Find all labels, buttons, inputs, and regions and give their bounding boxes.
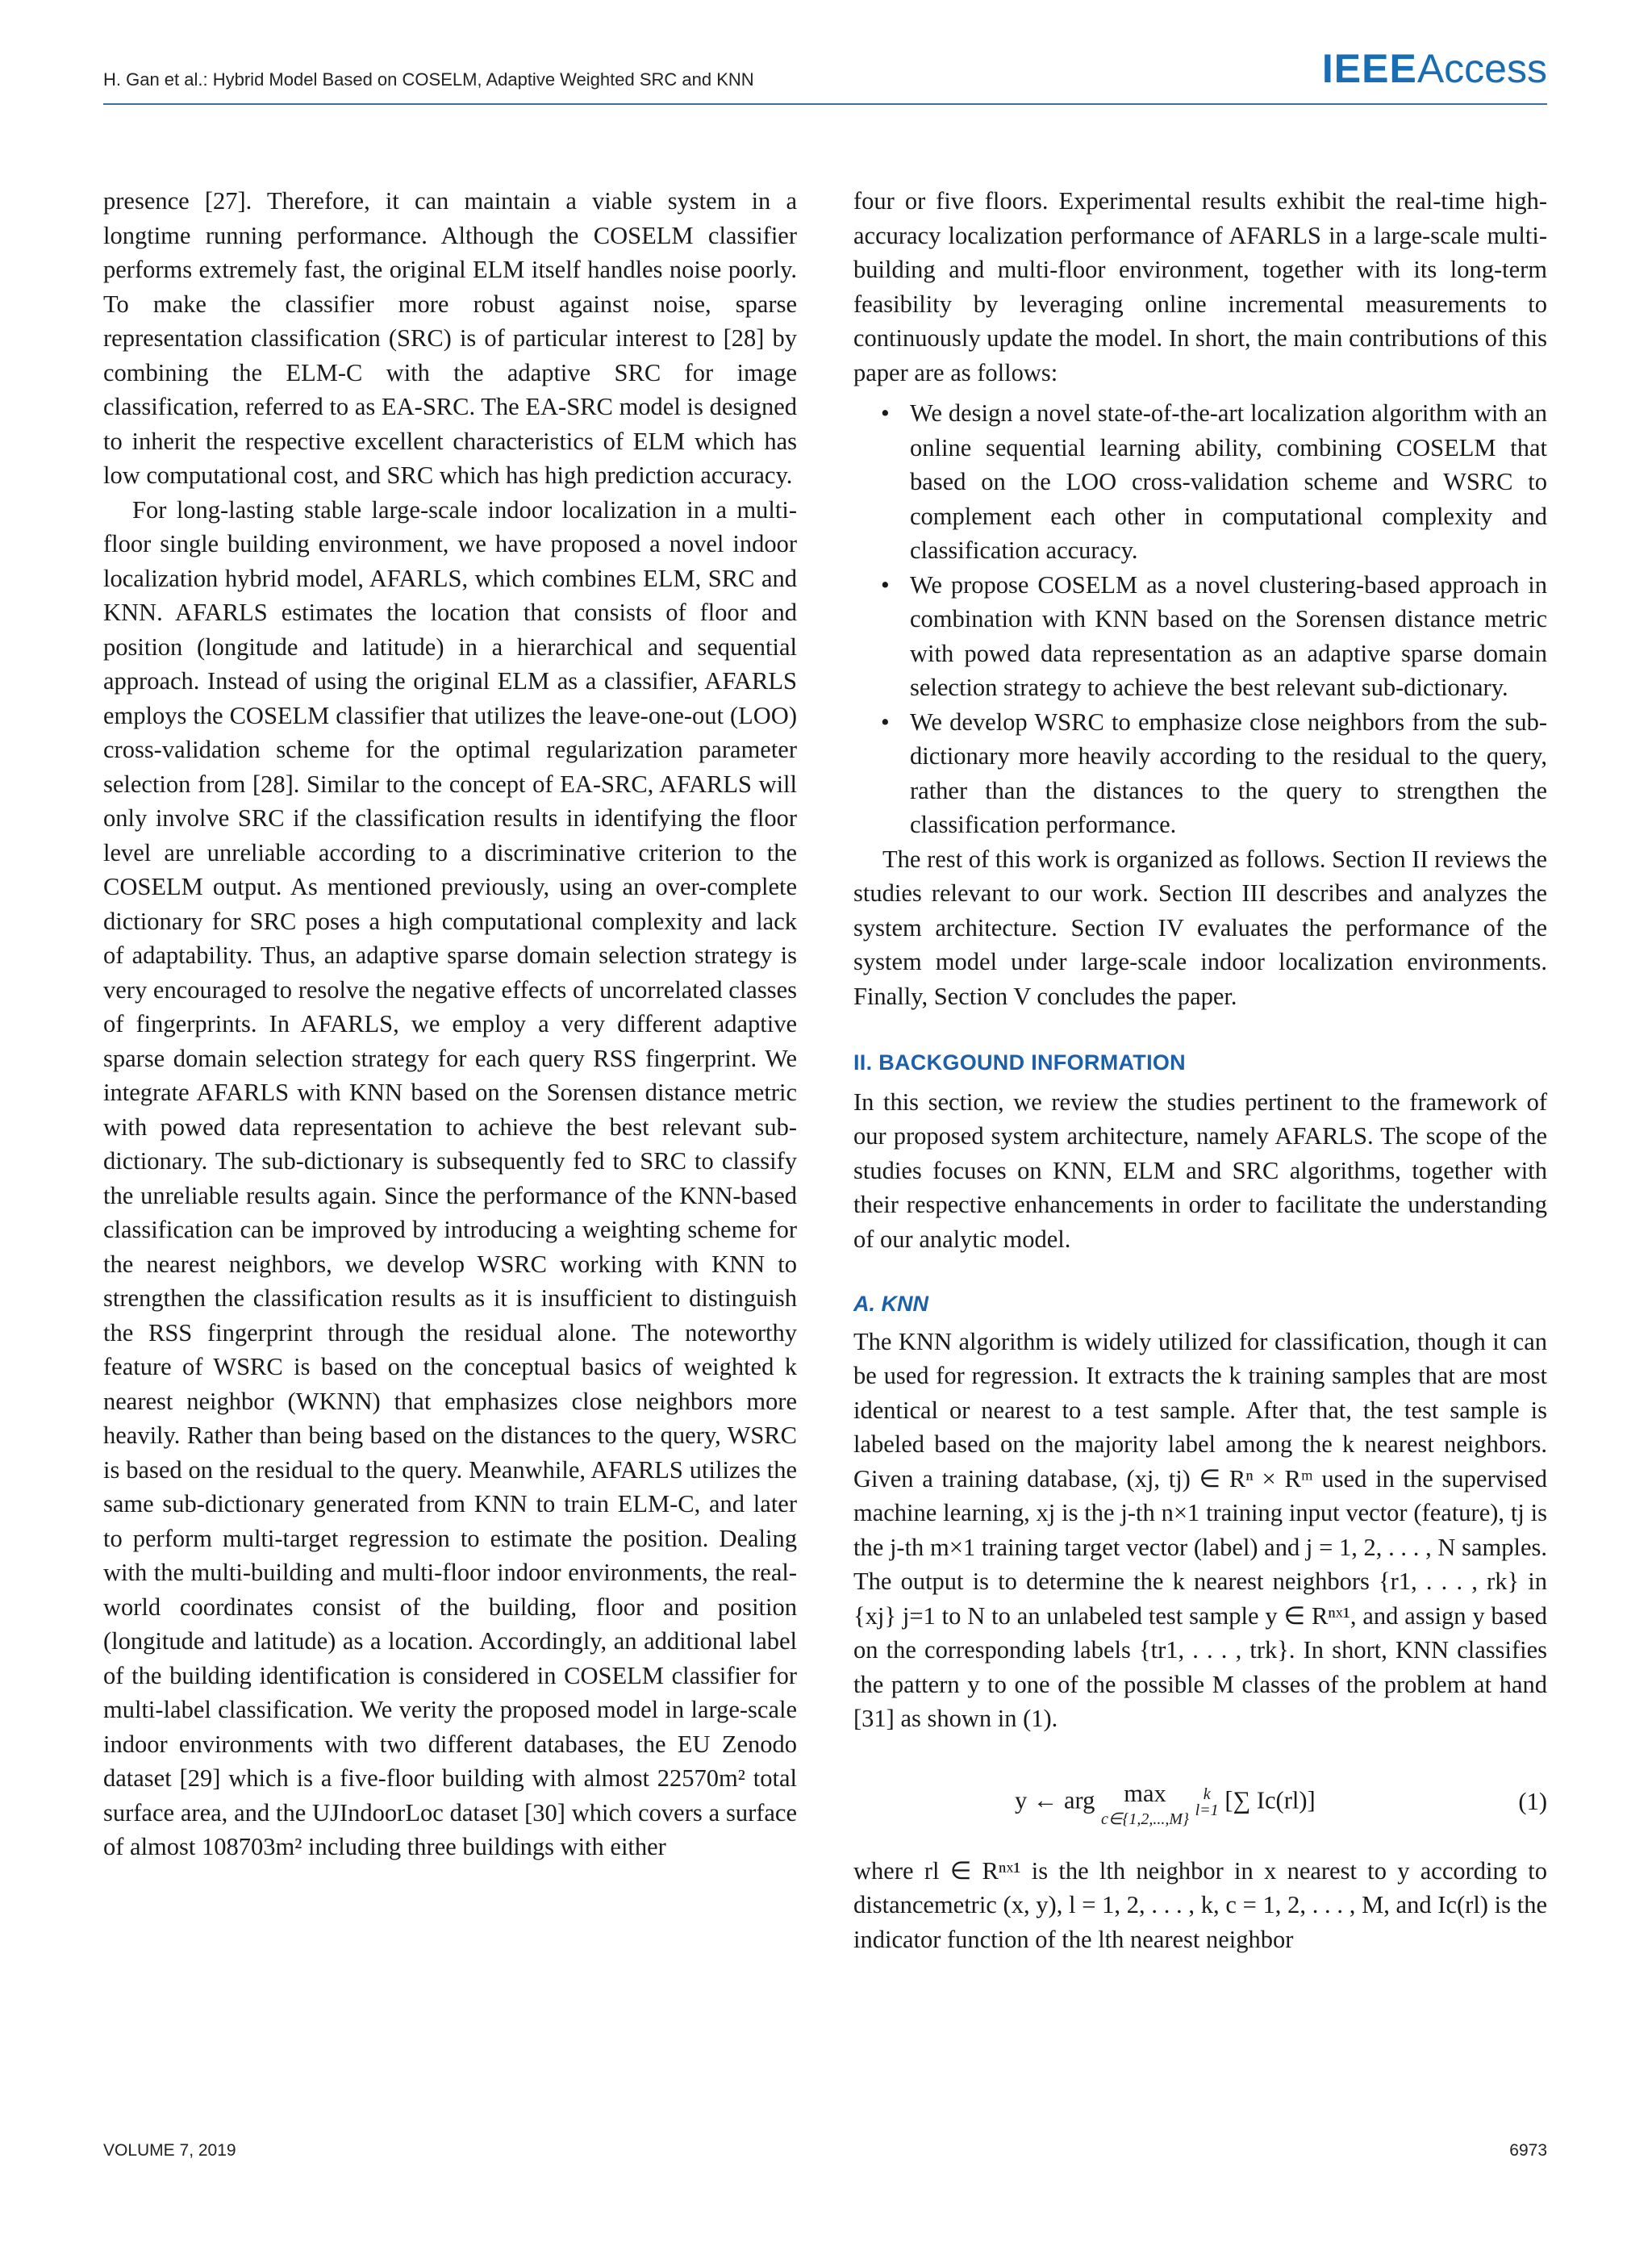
right-paragraph-1: four or five floors. Experimental results exhibit the real-time high-accuracy localization performance of AFARLS in a large-scale multi-building and multi-floor environment, together with its long-term feasibility by leveraging online incremental measurements to continuously update the model. In short, the main contributions of this paper are as follows: xyxy=(853,187,1547,386)
running-head: H. Gan et al.: Hybrid Model Based on COSELM, Adaptive Weighted SRC and KNN xyxy=(103,69,754,90)
footer-volume: VOLUME 7, 2019 xyxy=(103,2141,236,2160)
right-paragraph-2: The rest of this work is organized as follows. Section II reviews the studies relevant to our work. Section III describes and analyzes the system architecture. Section IV evaluates the performance of the system model under large-scale indoor localization environments. Finally, Section V concludes the paper. xyxy=(853,845,1547,1010)
contribution-item: • We develop WSRC to emphasize close neighbors from the sub-dictionary more heavily according to the residual to the query, rather than the distances to the query to strengthen the classification performance. xyxy=(910,705,1547,842)
equation-max-subscript: c∈{1,2,...,M} xyxy=(1101,1810,1189,1828)
equation-1 xyxy=(853,1746,1547,1851)
footer-page-number: 6973 xyxy=(1509,2141,1547,2160)
contribution-item: • We propose COSELM as a novel clustering-based approach in combination with KNN based on the Sorensen distance metric with powed data representation as an adaptive sparse domain selection strategy to achieve the best relevant sub-dictionary. xyxy=(910,568,1547,705)
equation-lhs: y ← arg xyxy=(1015,1785,1095,1814)
contributions-list xyxy=(853,396,1547,842)
ieee-access-logo xyxy=(1322,48,1547,89)
contribution-item: • We design a novel state-of-the-art localization algorithm with an online sequential learning ability, combining COSELM that based on the LOO cross-validation scheme and WSRC to complement each other in computational complexity and classification accuracy. xyxy=(910,396,1547,568)
equation-sum-top: k xyxy=(1203,1785,1211,1803)
equation-max: max xyxy=(1124,1779,1166,1807)
logo-access-text: Access xyxy=(1416,46,1547,91)
left-column xyxy=(103,184,797,1864)
subsection-heading: A. KNN xyxy=(853,1292,928,1316)
header-rule xyxy=(103,103,1547,105)
left-paragraph-2: For long-lasting stable large-scale indoor localization in a multi-floor single building environment, we have proposed a novel indoor localization hybrid model, AFARLS, which combines ELM, SRC and KNN. AFARLS estimates the location that consists of floor and position (longitude and latitude) in a hierarchical and sequential approach. Instead of using the original ELM as a classifier, AFARLS employs the COSELM classifier that utilizes the leave-one-out (LOO) cross-validation scheme for the optimal regularization parameter selection from [28]. Similar to the concept of EA-SRC, AFARLS will only involve SRC if the classification results in identifying the floor level are unreliable according to a discriminative criterion to the COSELM output. As mentioned previously, using an over-complete dictionary for SRC poses a high computational complexity and lack of adaptability. Thus, an adaptive sparse domain selection strategy is very encouraged to resolve the negative effects of uncorrelated classes of fingerprints. In AFARLS, we employ a very different adaptive sparse domain selection strategy for each query RSS fingerprint. We integrate AFARLS with KNN based on the Sorensen distance metric with powed data representation to achieve the best relevant sub-dictionary. The sub-dictionary is subsequently fed to SRC to classify the unreliable results again. Since the performance of the KNN-based classification can be improved by introducing a weighting scheme for the nearest neighbors, we develop WSRC working with KNN to strengthen the classification results as it is insufficient to distinguish the RSS fingerprint through the residual alone. The noteworthy feature of WSRC is based on the conceptual basics of weighted k nearest neighbor (WKNN) that emphasizes close neighbors more heavily. Rather than being based on the distances to the query, WSRC is based on the residual to the query. Meanwhile, AFARLS utilizes the same sub-dictionary generated from KNN to train ELM-C, and later to perform multi-target regression to estimate the position. Dealing with the multi-building and multi-floor indoor environments, the real-world coordinates consist of the building, floor and position (longitude and latitude) as a location. Accordingly, an additional label of the building identification is considered in COSELM classifier for multi-label classification. We verity the proposed model in large-scale indoor environments with two different databases, the EU Zenodo dataset [29] which is a five-floor building with almost 22570m² total surface area, and the UJIndoorLoc dataset [30] which covers a surface of almost 108703m² including three buildings with either xyxy=(103,495,797,1860)
right-column xyxy=(853,184,1547,1956)
section-heading: II. BACKGOUND INFORMATION xyxy=(853,1050,1186,1075)
equation-argmax xyxy=(1101,1776,1189,1829)
logo-ieee-text: IEEE xyxy=(1321,46,1417,91)
equation-number: (1) xyxy=(1518,1787,1547,1815)
equation-sum-limits xyxy=(1195,1786,1219,1818)
equation-sum-bottom: l=1 xyxy=(1195,1801,1219,1819)
equation-term: [∑ Ic(rl)] xyxy=(1224,1785,1316,1814)
equation-body xyxy=(1015,1776,1316,1829)
left-paragraph-1: presence [27]. Therefore, it can maintain a viable system in a longtime running performance. Although the COSELM classifier performs extremely fast, the original ELM itself handles noise poorly. To make the classifier more robust against noise, sparse representation classification (SRC) is of particular interest to [28] by combining the ELM-C with the adaptive SRC for image classification, referred to as EA-SRC. The EA-SRC model is designed to inherit the respective excellent characteristics of ELM which has low computational cost, and SRC which has high prediction accuracy. xyxy=(103,187,797,489)
right-paragraph-4: The KNN algorithm is widely utilized for classification, though it can be used for regression. It extracts the k training samples that are most identical or nearest to a test sample. After that, the test sample is labeled based on the majority label among the k nearest neighbors. Given a training database, (xj, tj) ∈ Rⁿ × Rᵐ used in the supervised machine learning, xj is the j-th n×1 training input vector (feature), tj is the j-th m×1 training target vector (label) and j = 1, 2, . . . , N samples. The output is to determine the k nearest neighbors {r1, . . . , rk} in {xj} j=1 to N to an unlabeled test sample y ∈ Rⁿˣ¹, and assign y based on the corresponding labels {tr1, . . . , trk}. In short, KNN classifies the pattern y to one of the possible M classes of the problem at hand [31] as shown in (1). xyxy=(853,1327,1547,1732)
right-paragraph-5: where rl ∈ Rⁿˣ¹ is the lth neighbor in x nearest to y according to distancemetric (x, y), l = 1, 2, . . . , k, c = 1, 2, . . . , M, and Ic(rl) is the indicator function of the lth nearest neighbor xyxy=(853,1856,1547,1953)
right-paragraph-3: In this section, we review the studies pertinent to the framework of our proposed system architecture, namely AFARLS. The scope of the studies focuses on KNN, ELM and SRC algorithms, together with their respective enhancements in order to facilitate the understanding of our analytic model. xyxy=(853,1088,1547,1253)
